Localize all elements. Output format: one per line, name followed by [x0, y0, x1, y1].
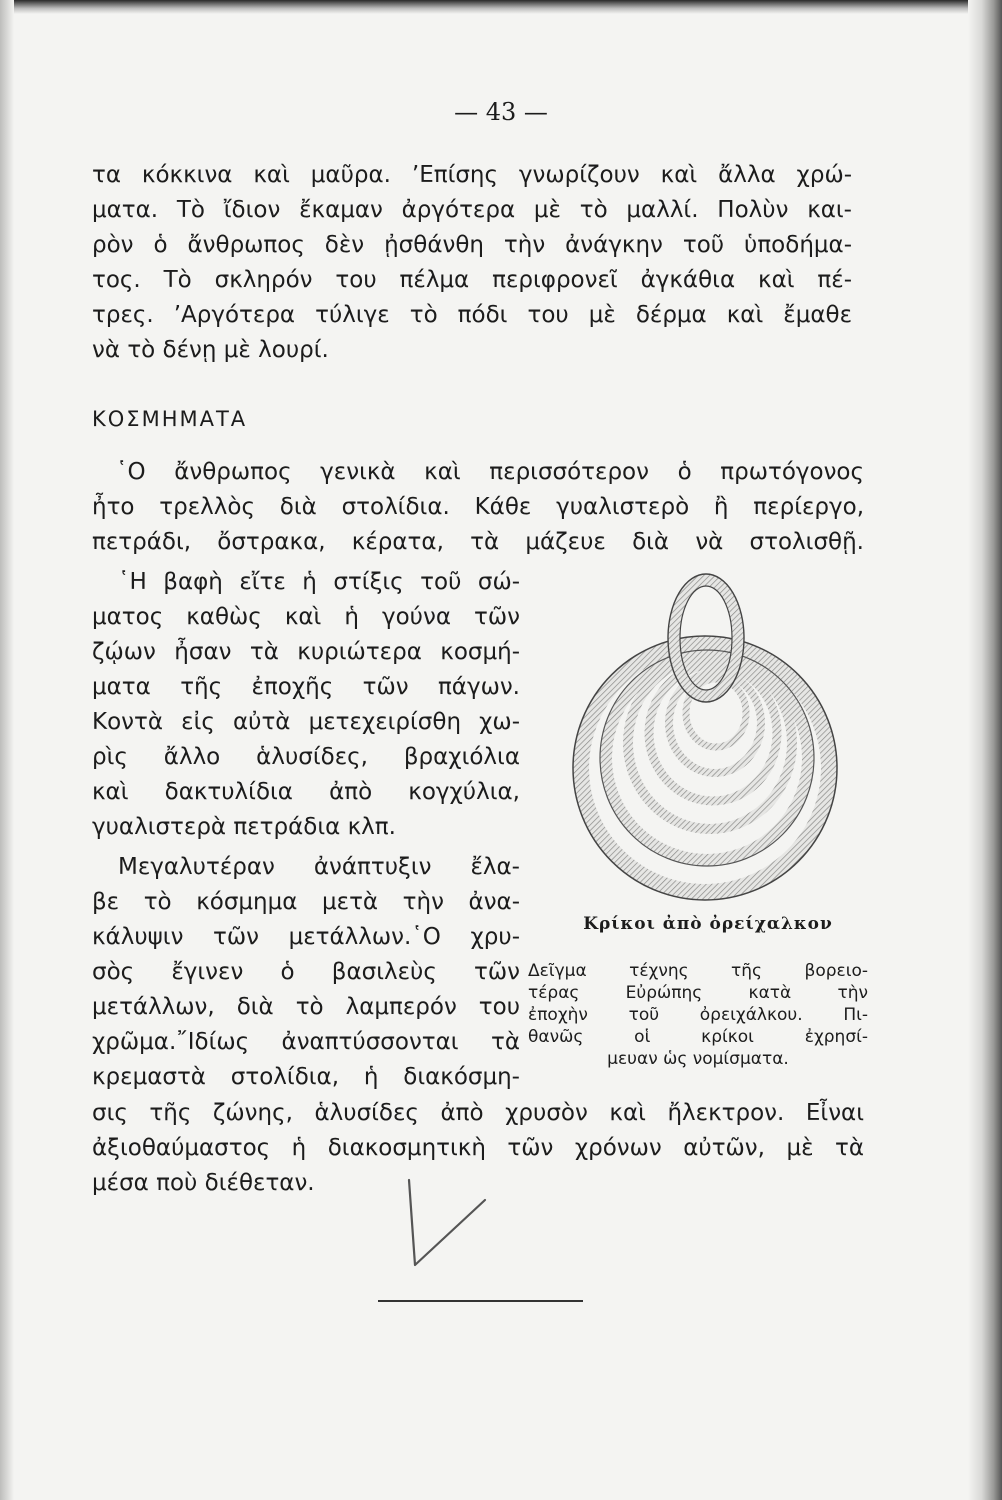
text-line: Κοντὰ εἰς αὐτὰ μετεχειρίσθη χω- — [92, 709, 520, 735]
text-line: χρῶμα.῎Ιδίως ἀναπτύσσονται τὰ — [92, 1029, 520, 1055]
text-line: κάλυψιν τῶν μετάλλων.῾Ο χρυ- — [92, 924, 520, 950]
text-line: ματος καθὼς καὶ ἡ γούνα τῶν — [92, 604, 520, 630]
text-line: ῾Ο ἄνθρωπος γενικὰ καὶ περισσότερον ὁ πρωτόγονος — [116, 459, 864, 485]
page-number: — 43 — — [454, 98, 548, 126]
figure-caption — [528, 960, 868, 1070]
paragraph-2 — [92, 455, 864, 560]
text-line: μέσα ποὺ διέθεταν. — [92, 1170, 315, 1196]
text-line: ματα τῆς ἐποχῆς τῶν πάγων. — [92, 674, 520, 700]
text-line: τος. Τὸ σκληρόν του πέλμα περιφρονεῖ ἀγκάθια καὶ πέ- — [92, 267, 852, 293]
text-line: ἦτο τρελλὸς διὰ στολίδια. Κάθε γυαλιστερὸ ἢ περίεργο, — [92, 494, 864, 520]
text-line: μετάλλων, διὰ τὸ λαμπερόν του — [92, 994, 520, 1020]
text-line: ἀξιοθαύμαστος ἡ διακοσμητικὴ τῶν χρόνων αὐτῶν, μὲ τὰ — [92, 1135, 864, 1161]
text-line: ρὶς ἄλλο ἁλυσίδες, βραχιόλια — [92, 744, 520, 770]
text-line: καὶ δακτυλίδια ἀπὸ κογχύλια, — [92, 779, 520, 805]
caption-line: Δεῖγμα τέχνης τῆς βορειο- — [528, 961, 868, 981]
section-heading: ΚΟΣΜΗΜΑΤΑ — [92, 407, 248, 431]
bronze-rings-figure — [540, 565, 870, 913]
page-left-edge — [0, 0, 14, 1500]
figure-title: Κρίκοι ἀπὸ ὀρείχαλκον — [583, 914, 833, 934]
handwritten-checkmark — [395, 1170, 495, 1270]
text-line: γυαλιστερὰ πετράδια κλπ. — [92, 814, 396, 840]
paragraph-4 — [92, 850, 520, 1095]
text-line: σις τῆς ζώνης, ἁλυσίδες ἀπὸ χρυσὸν καὶ ἤλεκτρον. Εἶναι — [92, 1100, 864, 1126]
text-line: βε τὸ κόσμημα μετὰ τὴν ἀνα- — [92, 889, 520, 915]
bronze-rings-illustration — [570, 573, 840, 913]
text-line: ματα. Τὸ ἴδιον ἔκαμαν ἀργότερα μὲ τὸ μαλλί. Πολὺν και- — [92, 197, 852, 223]
text-line: τρες. ’Αργότερα τύλιγε τὸ πόδι του μὲ δέρμα καὶ ἔμαθε — [92, 302, 852, 328]
text-line: τα κόκκινα καὶ μαῦρα. ’Επίσης γνωρίζουν καὶ ἄλλα χρώ- — [92, 162, 852, 188]
caption-line: τέρας Εὐρώπης κατὰ τὴν — [528, 983, 868, 1003]
page-top-edge — [0, 0, 1002, 14]
text-line: κρεμαστὰ στολίδια, ἡ διακόσμη- — [92, 1064, 520, 1090]
end-rule — [378, 1300, 583, 1302]
text-line: ρὸν ὁ ἄνθρωπος δὲν ᾐσθάνθη τὴν ἀνάγκην τοῦ ὑποδήμα- — [92, 232, 852, 258]
text-line: σὸς ἔγινεν ὁ βασιλεὺς τῶν — [92, 959, 520, 985]
paragraph-1 — [92, 158, 852, 368]
caption-line: ἐποχὴν τοῦ ὀρειχάλκου. Πι- — [528, 1005, 868, 1025]
paragraph-3 — [92, 565, 520, 845]
text-line: Μεγαλυτέραν ἀνάπτυξιν ἔλα- — [118, 854, 520, 880]
text-line: νὰ τὸ δένῃ μὲ λουρί. — [92, 337, 329, 363]
caption-line: μευαν ὡς νομίσματα. — [607, 1049, 789, 1069]
text-line: ῾Η βαφὴ εἴτε ἡ στίξις τοῦ σώ- — [118, 569, 520, 595]
text-line: ζῴων ἦσαν τὰ κυριώτερα κοσμή- — [92, 639, 520, 665]
caption-line: θανῶς οἱ κρίκοι ἐχρησί- — [528, 1027, 868, 1047]
text-line: πετράδι, ὄστρακα, κέρατα, τὰ μάζευε διὰ νὰ στολισθῇ. — [92, 529, 864, 555]
page-binding-edge — [968, 0, 1002, 1500]
